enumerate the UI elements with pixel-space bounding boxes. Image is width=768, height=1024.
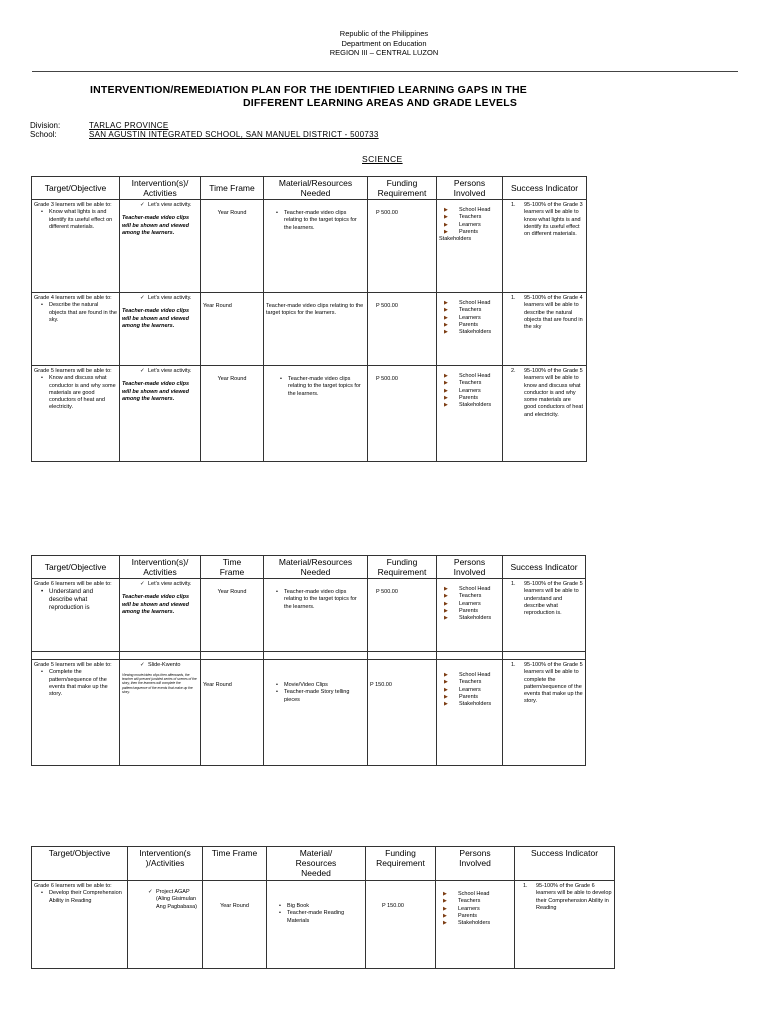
header-line-3: REGION III – CENTRAL LUZON xyxy=(329,48,439,57)
table-row-empty xyxy=(32,652,586,660)
col-intervention: Intervention(s )/Activities xyxy=(128,847,203,881)
persons-cell: ▶ School Head ▶ Teachers ▶ Learners ▶ Parents Stakeholders xyxy=(437,200,503,293)
material-cell: • Big Book • Teacher-made Reading Materials xyxy=(267,881,366,969)
success-cell: 1. 95-100% of the Grade 5 learners will be able to complete the pattern/sequence of the events that make up the story. xyxy=(503,660,586,766)
col-persons: Persons Involved xyxy=(437,556,503,579)
table-header-row xyxy=(32,847,615,881)
plan-table-3 xyxy=(31,846,615,969)
school-row xyxy=(30,130,379,140)
table-row xyxy=(32,200,587,293)
col-success: Success Indicator xyxy=(515,847,615,881)
material-cell: Teacher-made video clips relating to the target topics for the learners. xyxy=(264,293,368,366)
persons-cell: ▶ School Head ▶ Teachers ▶ Learners ▶ Parents ▶ Stakeholders xyxy=(437,660,503,766)
time-cell: Year Round xyxy=(201,366,264,462)
col-funding: Funding Requirement xyxy=(368,556,437,579)
funding-cell: P 150.00 xyxy=(368,660,437,766)
funding-cell: P 150.00 xyxy=(366,881,436,969)
success-cell: 1. 95-100% of the Grade 5 learners will be able to understand and describe what reproduction is. xyxy=(503,579,586,652)
table-row xyxy=(32,660,586,766)
table-row xyxy=(32,881,615,969)
col-persons: Persons Involved xyxy=(436,847,515,881)
header-line-1: Republic of the Philippines xyxy=(339,29,429,38)
col-funding: Funding Requirement xyxy=(368,177,437,200)
target-cell: Grade 5 learners will be able to: • Complete the pattern/sequence of the events that make up the story. xyxy=(32,660,120,766)
table-header-row xyxy=(32,556,586,579)
intervention-cell: ✓ Let's view activity. Teacher-made video clips will be shown and viewed among the learners. xyxy=(120,366,201,462)
subject-heading: SCIENCE xyxy=(362,154,403,164)
col-time: Time Frame xyxy=(201,177,264,200)
funding-cell: P 500.00 xyxy=(368,293,437,366)
material-cell: • Teacher-made video clips relating to the target topics for the learners. xyxy=(264,366,368,462)
intervention-cell: ✓ Let's view activity. Teacher-made video clips will be shown and viewed among the learners. xyxy=(120,293,201,366)
col-target: Target/Objective xyxy=(32,847,128,881)
time-cell: Year Round xyxy=(203,881,267,969)
table-row xyxy=(32,579,586,652)
school-value: SAN AGUSTIN INTEGRATED SCHOOL, SAN MANUEL DISTRICT - 500733 xyxy=(89,130,379,139)
time-cell: Year Round xyxy=(201,293,264,366)
target-cell: Grade 3 learners will be able to: • Know what lights is and identify its useful effect on different materials. xyxy=(32,200,120,293)
intervention-cell: ✓ Slide-Kwento Viewing movie/video clips then afterwards, the teacher will present jumbled series of scenes of the story, then the learners will complete the pattern/sequence of the events that make up the story. xyxy=(120,660,201,766)
target-cell: Grade 4 learners will be able to: • Describe the natural objects that are found in the sky. xyxy=(32,293,120,366)
col-target: Target/Objective xyxy=(32,556,120,579)
plan-table-science xyxy=(31,176,587,462)
persons-cell: ▶ School Head ▶ Teachers ▶ Learners ▶ Parents ▶ Stakeholders xyxy=(437,579,503,652)
col-success: Success Indicator xyxy=(503,556,586,579)
col-funding: Funding Requirement xyxy=(366,847,436,881)
table-row xyxy=(32,293,587,366)
header-line-2: Department on Education xyxy=(341,38,427,48)
success-cell: 1. 95-100% of the Grade 3 learners will be able to know what lights is and identify its useful effect on different materials. xyxy=(503,200,587,293)
division-label: Division: xyxy=(30,121,61,130)
success-cell: 1. 95-100% of the Grade 4 learners will be able to describe the natural objects that are found in the sky xyxy=(503,293,587,366)
intervention-cell: ✓ Project AGAP (Aling Gisimulan Ang Pagbabasa) xyxy=(128,881,203,969)
persons-cell: ▶ School Head ▶ Teachers ▶ Learners ▶ Parents ▶ Stakeholders xyxy=(436,881,515,969)
funding-cell: P 500.00 xyxy=(368,200,437,293)
col-time: Time Frame xyxy=(201,556,264,579)
material-cell: • Teacher-made video clips relating to the target topics for the learners. xyxy=(264,200,368,293)
title-line-1: INTERVENTION/REMEDIATION PLAN FOR THE IDENTIFIED LEARNING GAPS IN THE xyxy=(90,84,527,96)
header-divider xyxy=(32,71,738,72)
material-cell: • Movie/Video Clips • Teacher-made Story telling pieces xyxy=(264,660,368,766)
material-cell: • Teacher-made video clips relating to the target topics for the learners. xyxy=(264,579,368,652)
document-header xyxy=(0,29,768,58)
school-label: School: xyxy=(30,130,57,139)
plan-table-2 xyxy=(31,555,586,766)
col-target: Target/Objective xyxy=(32,177,120,200)
col-time: Time Frame xyxy=(203,847,267,881)
success-cell: 2. 95-100% of the Grade 5 learners will be able to know and discuss what conductor is and why some materials are good conductors of heat and electricity. xyxy=(503,366,587,462)
col-intervention: Intervention(s)/ Activities xyxy=(120,177,201,200)
col-material: Material/Resources Needed xyxy=(264,177,368,200)
division-value: TARLAC PROVINCE xyxy=(89,121,169,130)
target-cell: Grade 6 learners will be able to: • Understand and describe what reproduction is xyxy=(32,579,120,652)
funding-cell: P 500.00 xyxy=(368,366,437,462)
time-cell: Year Round xyxy=(201,660,264,766)
time-cell: Year Round xyxy=(201,200,264,293)
time-cell: Year Round xyxy=(201,579,264,652)
funding-cell: P 500.00 xyxy=(368,579,437,652)
intervention-cell: ✓ Let's view activity. Teacher-made video clips will be shown and viewed among the learners. xyxy=(120,200,201,293)
col-material: Material/ Resources Needed xyxy=(267,847,366,881)
target-cell: Grade 5 learners will be able to: • Know and discuss what conductor is and why some materials are good conductors of heat and electricity. xyxy=(32,366,120,462)
success-cell: 1. 95-100% of the Grade 6 learners will be able to develop their Comprehension Ability in Reading xyxy=(515,881,615,969)
table-header-row xyxy=(32,177,587,200)
col-persons: Persons Involved xyxy=(437,177,503,200)
col-success: Success Indicator xyxy=(503,177,587,200)
title-line-2: DIFFERENT LEARNING AREAS AND GRADE LEVELS xyxy=(243,97,518,109)
col-intervention: Intervention(s)/ Activities xyxy=(120,556,201,579)
target-cell: Grade 6 learners will be able to: • Develop their Comprehension Ability in Reading xyxy=(32,881,128,969)
persons-cell: ▶ School Head ▶ Teachers ▶ Learners ▶ Parents ▶ Stakeholders xyxy=(437,366,503,462)
persons-cell: ▶ School Head ▶ Teachers ▶ Learners ▶ Parents ▶ Stakeholders xyxy=(437,293,503,366)
col-material: Material/Resources Needed xyxy=(264,556,368,579)
table-row xyxy=(32,366,587,462)
intervention-cell: ✓ Let's view activity. Teacher-made video clips will be shown and viewed among the learners. xyxy=(120,579,201,652)
